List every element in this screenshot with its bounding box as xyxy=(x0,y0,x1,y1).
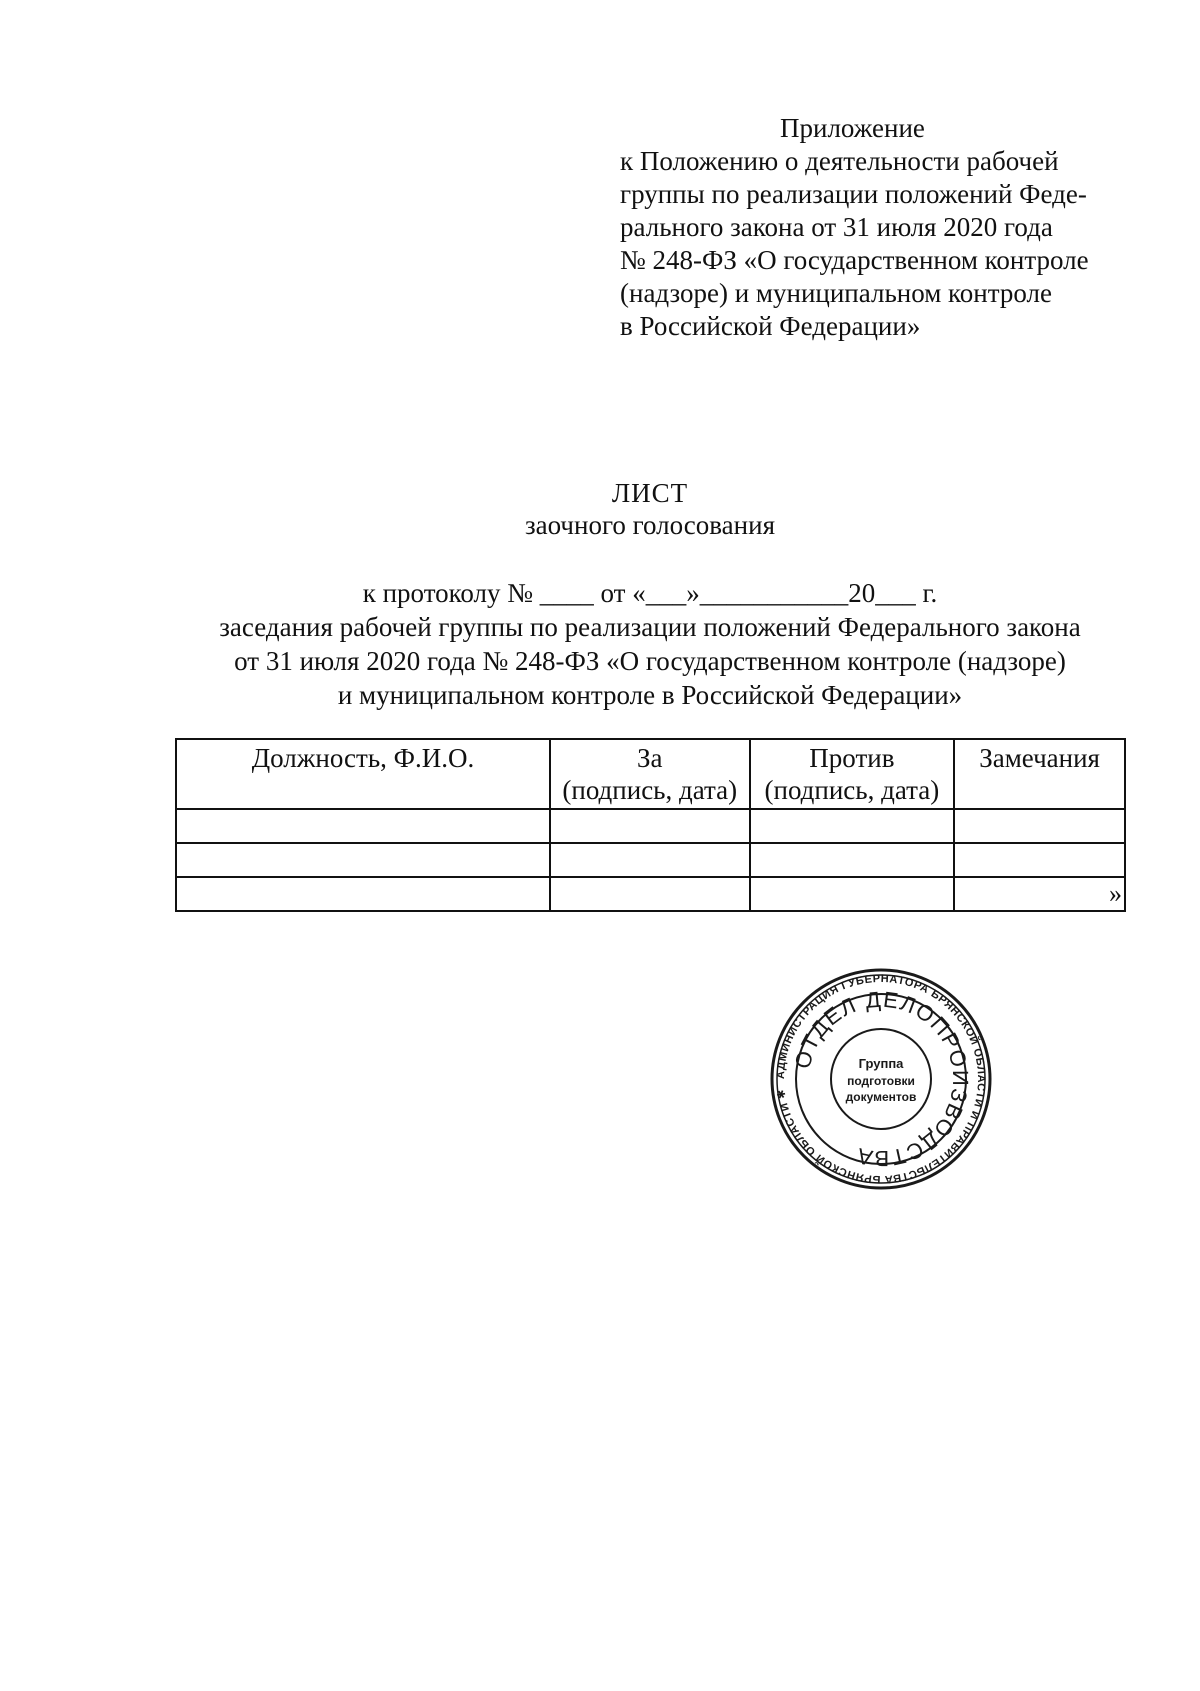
stamp-center-line: документов xyxy=(845,1090,917,1104)
stamp-center-line: подготовки xyxy=(847,1074,915,1088)
header-for-label: За xyxy=(637,743,663,773)
stamp-outer-text: АДМИНИСТРАЦИЯ ГУБЕРНАТОРА БРЯНСКОЙ ОБЛАСТИ И ПРАВИТЕЛЬСТВА БРЯНСКОЙ ОБЛАСТИ ✱ xyxy=(774,972,988,1186)
cell-remarks-closing-mark: » xyxy=(954,877,1125,911)
cell-position-name[interactable] xyxy=(176,809,550,843)
appendix-line: группы по реализации положений Феде- xyxy=(620,179,1087,209)
cell-for[interactable] xyxy=(550,809,750,843)
cell-for[interactable] xyxy=(550,877,750,911)
cell-position-name[interactable] xyxy=(176,877,550,911)
cell-remarks[interactable] xyxy=(954,809,1125,843)
table-header-row xyxy=(176,739,1125,809)
header-for-note: (подпись, дата) xyxy=(562,775,738,805)
appendix-line: (надзоре) и муниципальном контроле xyxy=(620,278,1052,308)
protocol-line: и муниципальном контроле в Российской Федерации» xyxy=(337,680,963,710)
header-remarks: Замечания xyxy=(954,739,1125,809)
protocol-line-number-date: к протоколу № ____ от «___»___________20___ г. xyxy=(362,578,938,608)
table-row xyxy=(176,877,1125,911)
cell-against[interactable] xyxy=(750,809,955,843)
appendix-line: № 248-ФЗ «О государственном контроле xyxy=(620,245,1089,275)
protocol-line: заседания рабочей группы по реализации положений Федерального закона xyxy=(219,612,1081,642)
stamp-inner-text: ОТДЕЛ ДЕЛОПРОИЗВОДСТВА xyxy=(789,986,974,1172)
appendix-block xyxy=(620,112,1120,343)
appendix-line: рального закона от 31 июля 2020 года xyxy=(620,212,1053,242)
cell-against[interactable] xyxy=(750,843,955,877)
cell-position-name[interactable] xyxy=(176,843,550,877)
appendix-line: к Положению о деятельности рабочей xyxy=(620,146,1059,176)
document-subtitle: заочного голосования xyxy=(524,510,775,540)
header-against-label: Против xyxy=(809,743,895,773)
cell-remarks[interactable] xyxy=(954,843,1125,877)
stamp-center-line: Группа xyxy=(858,1056,904,1071)
table-row xyxy=(176,809,1125,843)
document-title: ЛИСТ xyxy=(611,478,689,508)
header-for xyxy=(550,739,750,809)
voting-table xyxy=(175,738,1126,912)
appendix-title: Приложение xyxy=(780,113,925,143)
cell-for[interactable] xyxy=(550,843,750,877)
header-position-name: Должность, Ф.И.О. xyxy=(176,739,550,809)
header-against-note: (подпись, дата) xyxy=(764,775,940,805)
table-row xyxy=(176,843,1125,877)
protocol-line: от 31 июля 2020 года № 248-ФЗ «О государственном контроле (надзоре) xyxy=(234,646,1066,676)
official-stamp xyxy=(770,968,992,1190)
header-against xyxy=(750,739,955,809)
cell-against[interactable] xyxy=(750,877,955,911)
appendix-line: в Российской Федерации» xyxy=(620,311,921,341)
protocol-reference xyxy=(0,576,1200,712)
